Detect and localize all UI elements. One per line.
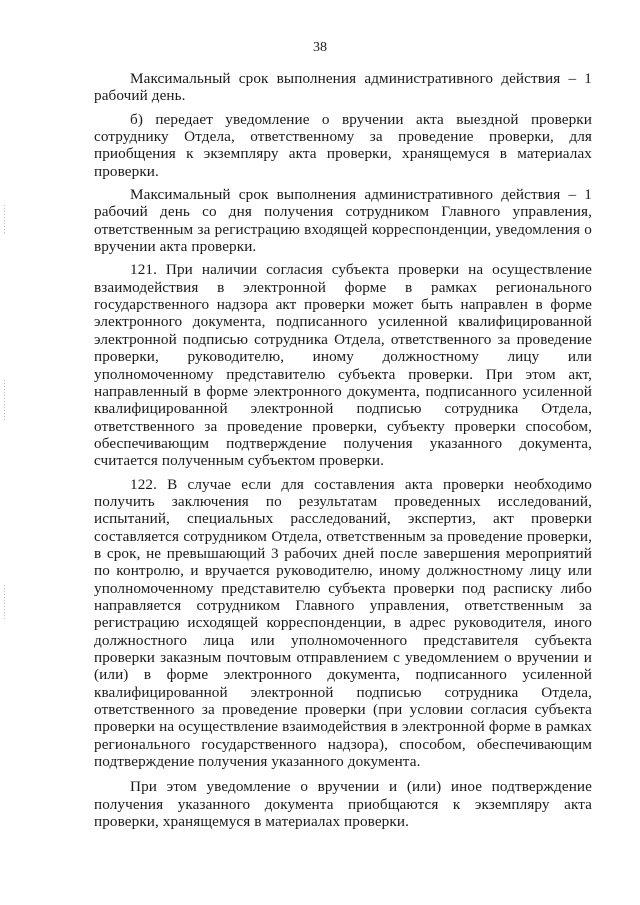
paragraph-deadline-1: Максимальный срок выполнения административного действия – 1 рабочий день. [94,70,592,105]
paragraph-closing: При этом уведомление о вручении и (или) иное подтверждение получения указанного документа приобщаются к экземпляру акта проверки, хранящемуся в материалах проверки. [94,778,592,831]
margin-scan-mark [4,585,5,620]
paragraph-deadline-2: Максимальный срок выполнения административного действия – 1 рабочий день со дня получения сотрудником Главного управления, ответственным за регистрацию входящей корреспонденции, уведомления о вручении акта проверки. [94,186,592,256]
margin-scan-mark [4,205,5,235]
paragraph-item-b: б) передает уведомление о вручении акта выездной проверки сотруднику Отдела, ответственному за проведение проверки, для приобщения к экземпляру акта проверки, хранящемуся в материалах проверки. [94,110,592,180]
page-number: 38 [313,40,327,55]
document-body [94,70,592,830]
margin-scan-mark [4,380,5,420]
paragraph-121: 121. При наличии согласия субъекта проверки на осуществление взаимодействия в электронной форме в рамках регионального государственного надзора акт проверки может быть направлен в форме электронного документа, подписанного усиленной квалифицированной электронной подписью сотрудника Отдела, ответственного за проведение проверки, руководителю, иному должностному лицу или уполномоченному представителю субъекта проверки. При этом акт, направленный в форме электронного документа, подписанного усиленной квалифицированной электронной подписью сотрудника Отдела, ответственного за проведение проверки, субъекту проверки способом, обеспечивающим подтверждение получения указанного документа, считается полученным субъектом проверки. [94,261,592,470]
paragraph-122: 122. В случае если для составления акта проверки необходимо получить заключения по результатам проведенных исследований, испытаний, специальных расследований, экспертиз, акт проверки составляется сотрудником Отдела, ответственным за проведение проверки, в срок, не превышающий 3 рабочих дней после завершения мероприятий по контролю, и вручается руководителю, иному должностному лицу или уполномоченному представителю субъекта проверки под расписку либо направляется сотрудником Главного управления, ответственным за регистрацию исходящей корреспонденции, в адрес руководителя, иного должностного лица или уполномоченного представителя субъекта проверки заказным почтовым отправлением с уведомлением о вручении и (или) в форме электронного документа, подписанного усиленной квалифицированной электронной подписью сотрудника Отдела, ответственного за проведение проверки (при условии согласия субъекта проверки на осуществление взаимодействия в электронной форме в рамках регионального государственного надзора), способом, обеспечивающим подтверждение получения указанного документа. [94,475,592,771]
